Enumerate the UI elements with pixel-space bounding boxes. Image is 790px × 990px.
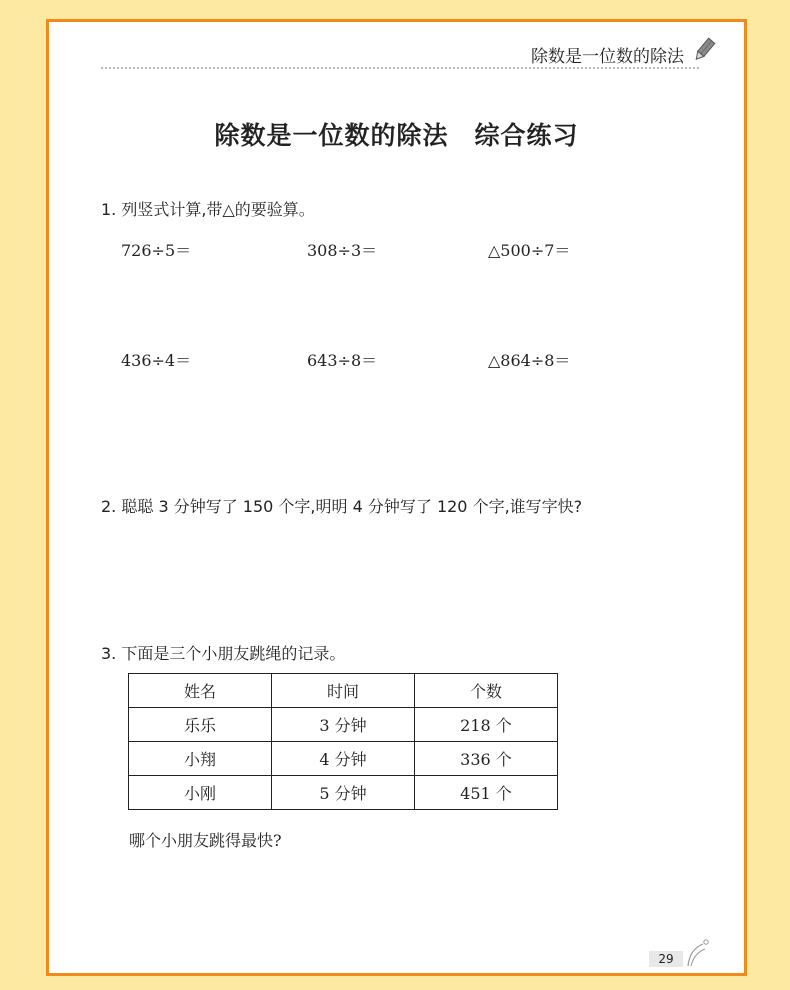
table-row: [129, 776, 558, 810]
worksheet-page: [46, 19, 747, 976]
page-number: 29: [649, 951, 683, 967]
page-title: 除数是一位数的除法 综合练习: [214, 121, 579, 150]
table-header-cell: 时间: [272, 674, 415, 708]
table-cell: 451 个: [415, 776, 558, 810]
table-header-cell: 姓名: [129, 674, 272, 708]
expression: △864÷8＝: [488, 351, 571, 370]
swirl-decoration-icon: [685, 938, 711, 968]
question-3-followup: 哪个小朋友跳得最快?: [129, 831, 282, 850]
pencil-icon: [692, 37, 716, 63]
table-row: [129, 742, 558, 776]
table-row: [129, 708, 558, 742]
table-cell: 3 分钟: [272, 708, 415, 742]
question-2-prompt: 2. 聪聪 3 分钟写了 150 个字,明明 4 分钟写了 120 个字,谁写字快?: [101, 497, 583, 516]
jump-rope-table: [128, 673, 558, 810]
running-title: 除数是一位数的除法: [531, 47, 684, 67]
table-header-cell: 个数: [415, 674, 558, 708]
expression: 436÷4＝: [121, 351, 192, 370]
header-rule: [101, 67, 699, 69]
question-1-prompt: 1. 列竖式计算,带△的要验算。: [101, 200, 315, 219]
table-cell: 小翔: [129, 742, 272, 776]
table-cell: 小刚: [129, 776, 272, 810]
table-cell: 乐乐: [129, 708, 272, 742]
table-cell: 4 分钟: [272, 742, 415, 776]
expression: 726÷5＝: [121, 241, 192, 260]
table-cell: 5 分钟: [272, 776, 415, 810]
table-header-row: [129, 674, 558, 708]
question-3-prompt: 3. 下面是三个小朋友跳绳的记录。: [101, 644, 346, 663]
expression: △500÷7＝: [488, 241, 571, 260]
expression: 643÷8＝: [307, 351, 378, 370]
table-cell: 336 个: [415, 742, 558, 776]
table-cell: 218 个: [415, 708, 558, 742]
expression: 308÷3＝: [307, 241, 378, 260]
